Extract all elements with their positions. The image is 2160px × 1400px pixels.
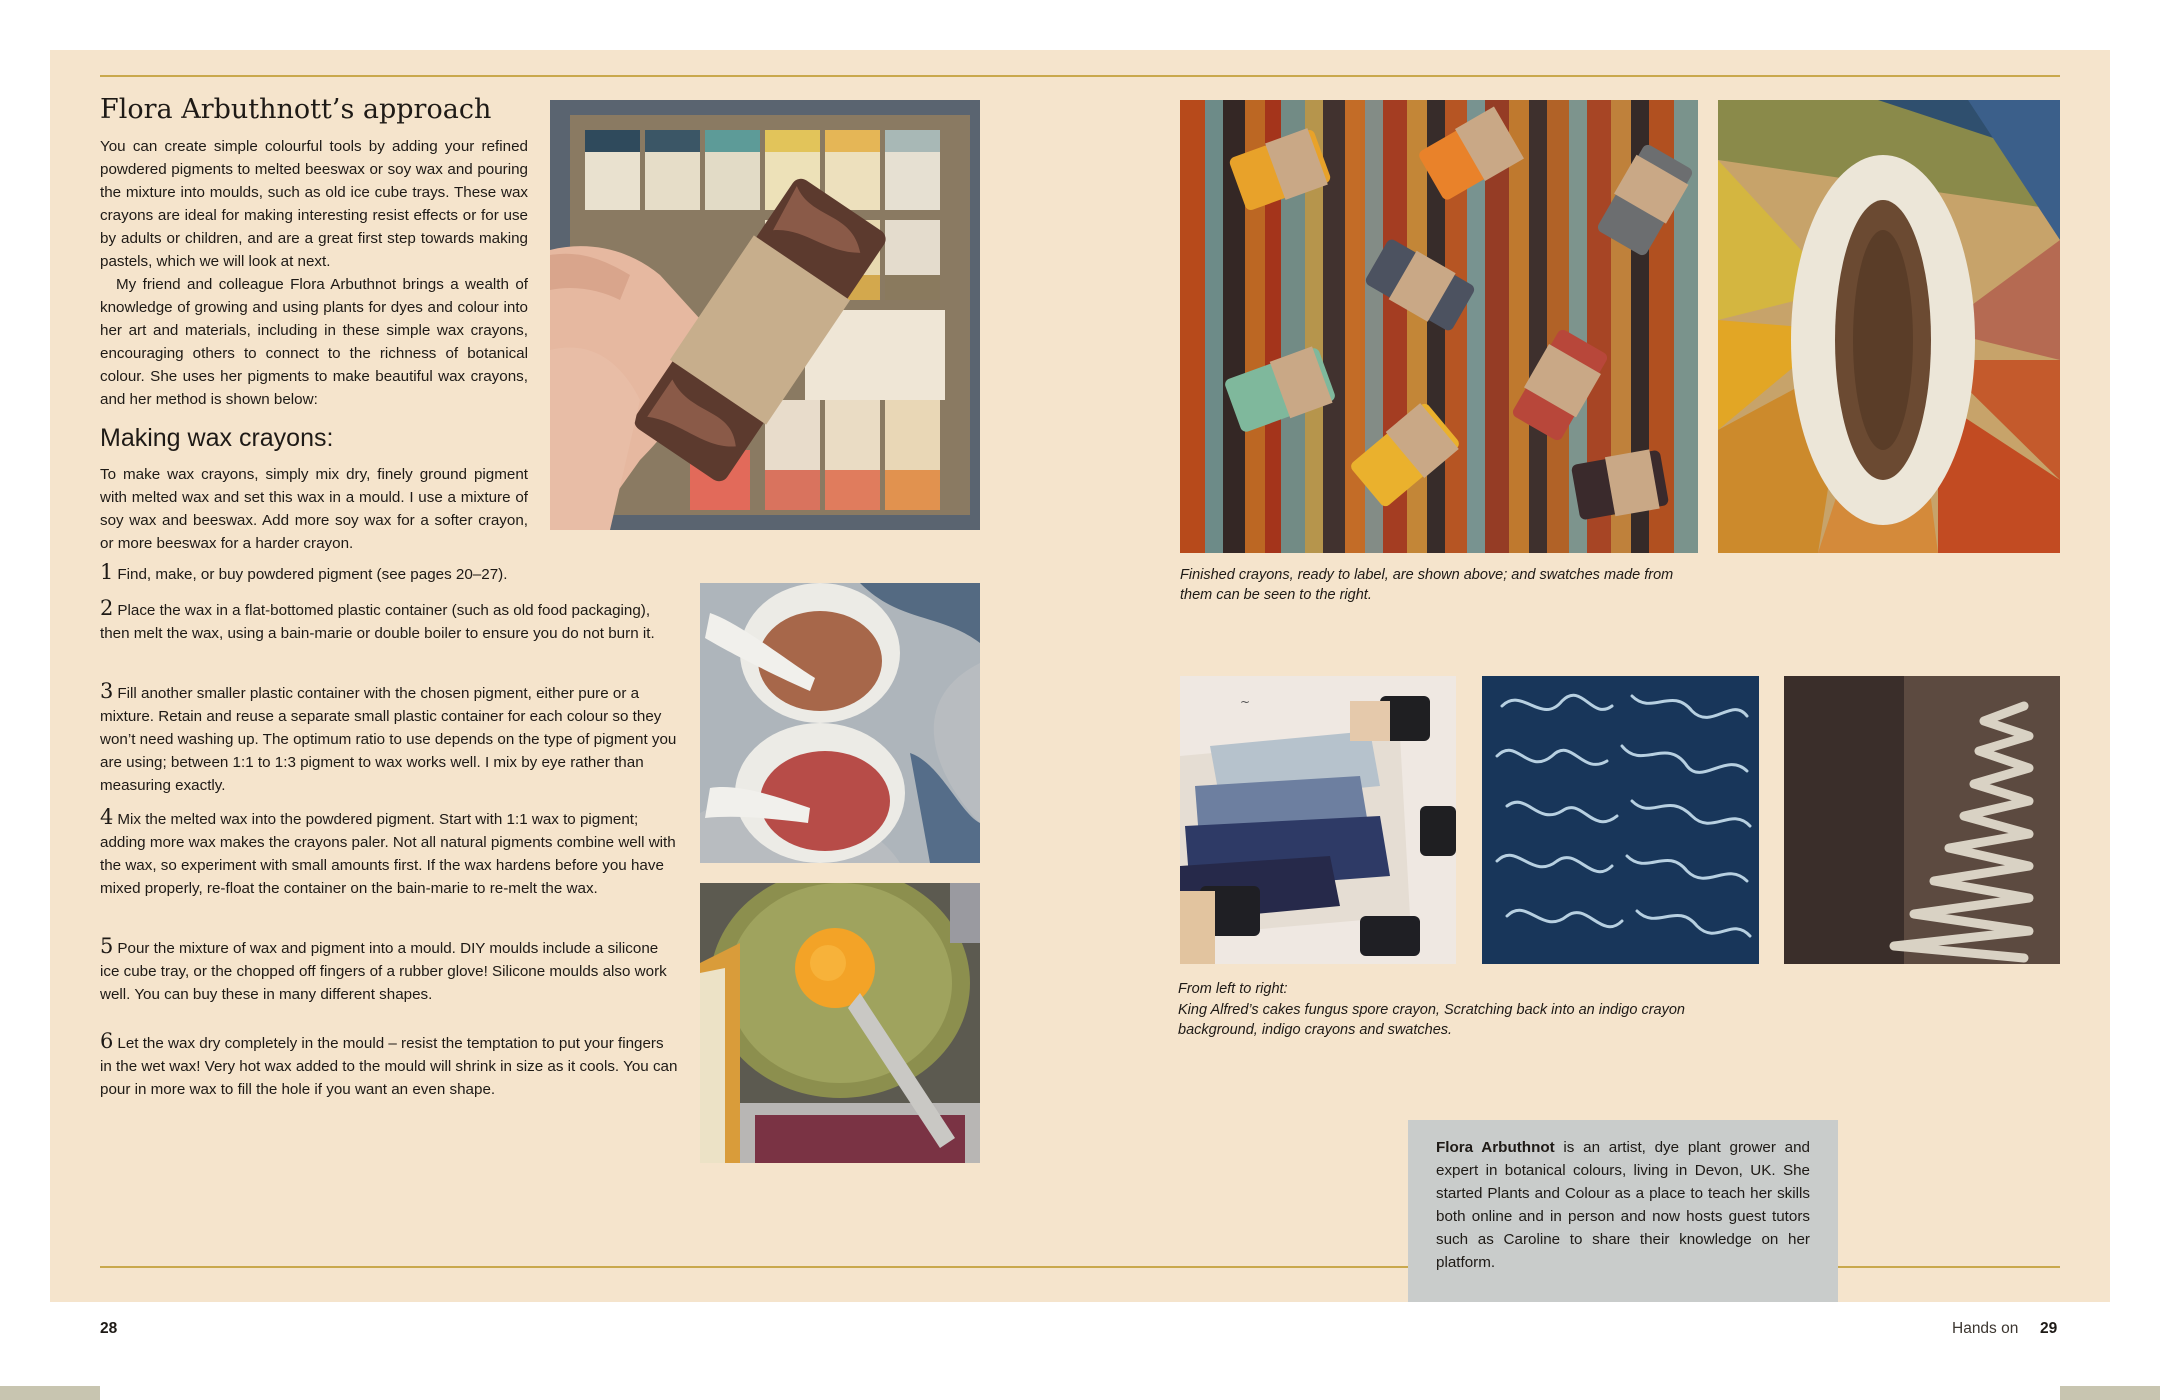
page-spread: [50, 50, 2110, 1302]
bio-name: Flora Arbuthnot: [1436, 1139, 1555, 1156]
edge-tab-left: [0, 1386, 100, 1400]
caption-bottom-line-2: King Alfred’s cakes fungus spore crayon, Scratching back into an indigo crayon background, indigo crayons and swatches.: [1178, 1002, 1685, 1038]
caption-bottom-line-1: From left to right:: [1178, 981, 1288, 997]
method-intro: To make wax crayons, simply mix dry, finely ground pigment with melted wax and set this wax in a mould. I use a mixture of soy wax and beeswax. Add more soy wax for a softer crayon, or more beeswax for a harder crayon.: [100, 466, 528, 552]
photo-finished-crayons: [1180, 100, 1698, 553]
photo-pigment-bowl: [700, 883, 980, 1163]
step-4: [100, 806, 678, 900]
page-number-left: 28: [100, 1320, 118, 1337]
edge-tab-right: [2060, 1386, 2160, 1400]
step-number: 5: [100, 934, 114, 958]
section-title: Flora Arbuthnott’s approach: [100, 94, 492, 125]
step-number: 3: [100, 679, 114, 703]
svg-text:~: ~: [1240, 695, 1251, 709]
step-number: 6: [100, 1029, 114, 1053]
photo-mortar-pestle: [700, 583, 980, 863]
step-text: Fill another smaller plastic container with the chosen pigment, either pure or a mixture. Retain and reuse a separate small plastic container for each colour so they won’t need washing up. The optimum ratio to use depends on the type of pigment you are using; between 1:1 to 1:3 pigment to wax works well. I mix by eye rather than measuring exactly.: [100, 685, 677, 794]
bio-box: [1408, 1120, 1838, 1302]
step-1: [100, 561, 700, 586]
photo-scratched-indigo: [1482, 676, 1759, 964]
intro-paragraph-1: You can create simple colourful tools by adding your refined powdered pigments to melted beeswax or soy wax and pouring the mixture into moulds, such as old ice cube trays. These wax crayons are ideal for making interesting resist effects or for use by adults or children, and are a great first step towards making pastels, which we will look at next.: [100, 138, 528, 270]
step-5: [100, 935, 678, 1006]
running-head: Hands on: [1952, 1320, 2019, 1337]
photo-crayon-in-hand: [550, 100, 980, 530]
step-text: Find, make, or buy powdered pigment (see pages 20–27).: [117, 566, 508, 583]
top-rule: [100, 75, 2060, 77]
step-number: 2: [100, 596, 114, 620]
bio-paragraph: [1408, 1120, 1838, 1274]
intro-paragraph-2: My friend and colleague Flora Arbuthnot brings a wealth of knowledge of growing and using plants for dyes and colour into her art and materials, including in these simple wax crayons, encouraging others to connect to the richness of botanical colour. She uses her pigments to make beautiful wax crayons, and her method is shown below:: [100, 276, 528, 408]
photo-swatch-oval: [1718, 100, 2060, 553]
step-2: [100, 597, 678, 645]
photo-indigo-crayons-swatches: [1180, 676, 1456, 964]
step-6: [100, 1030, 678, 1101]
bio-text: is an artist, dye plant grower and expert in botanical colours, living in Devon, UK. She started Plants and Colour as a place to teach her skills both online and in person and now hosts guest tutors such as Caroline to share their knowledge on her platform.: [1436, 1139, 1810, 1271]
photo-fungus-spore-swatch: [1784, 676, 2060, 964]
step-text: Pour the mixture of wax and pigment into a mould. DIY moulds include a silicone ice cube tray, or the chopped off fingers of a rubber glove! Silicone moulds also work well. You can buy these in many different shapes.: [100, 940, 667, 1003]
page-number-right: 29: [2040, 1320, 2058, 1337]
step-text: Let the wax dry completely in the mould – resist the temptation to put your fingers in the wet wax! Very hot wax added to the mould will shrink in size as it cools. You can pour in more wax to fill the hole if you want an even shape.: [100, 1035, 678, 1098]
step-text: Place the wax in a flat-bottomed plastic container (such as old food packaging), then melt the wax, using a bain-marie or double boiler to ensure you do not burn it.: [100, 602, 655, 642]
method-heading: Making wax crayons:: [100, 424, 334, 452]
caption-finished-crayons: Finished crayons, ready to label, are shown above; and swatches made from them can be seen to the right.: [1180, 567, 1674, 603]
step-number: 1: [100, 560, 114, 584]
step-3: [100, 680, 678, 797]
step-text: Mix the melted wax into the powdered pigment. Start with 1:1 wax to pigment; adding more wax makes the crayons paler. Not all natural pigments combine well with the wax, so experiment with small amounts first. If the wax hardens before you have mixed properly, re-float the container on the bain-marie to re-melt the wax.: [100, 811, 676, 897]
step-number: 4: [100, 805, 114, 829]
